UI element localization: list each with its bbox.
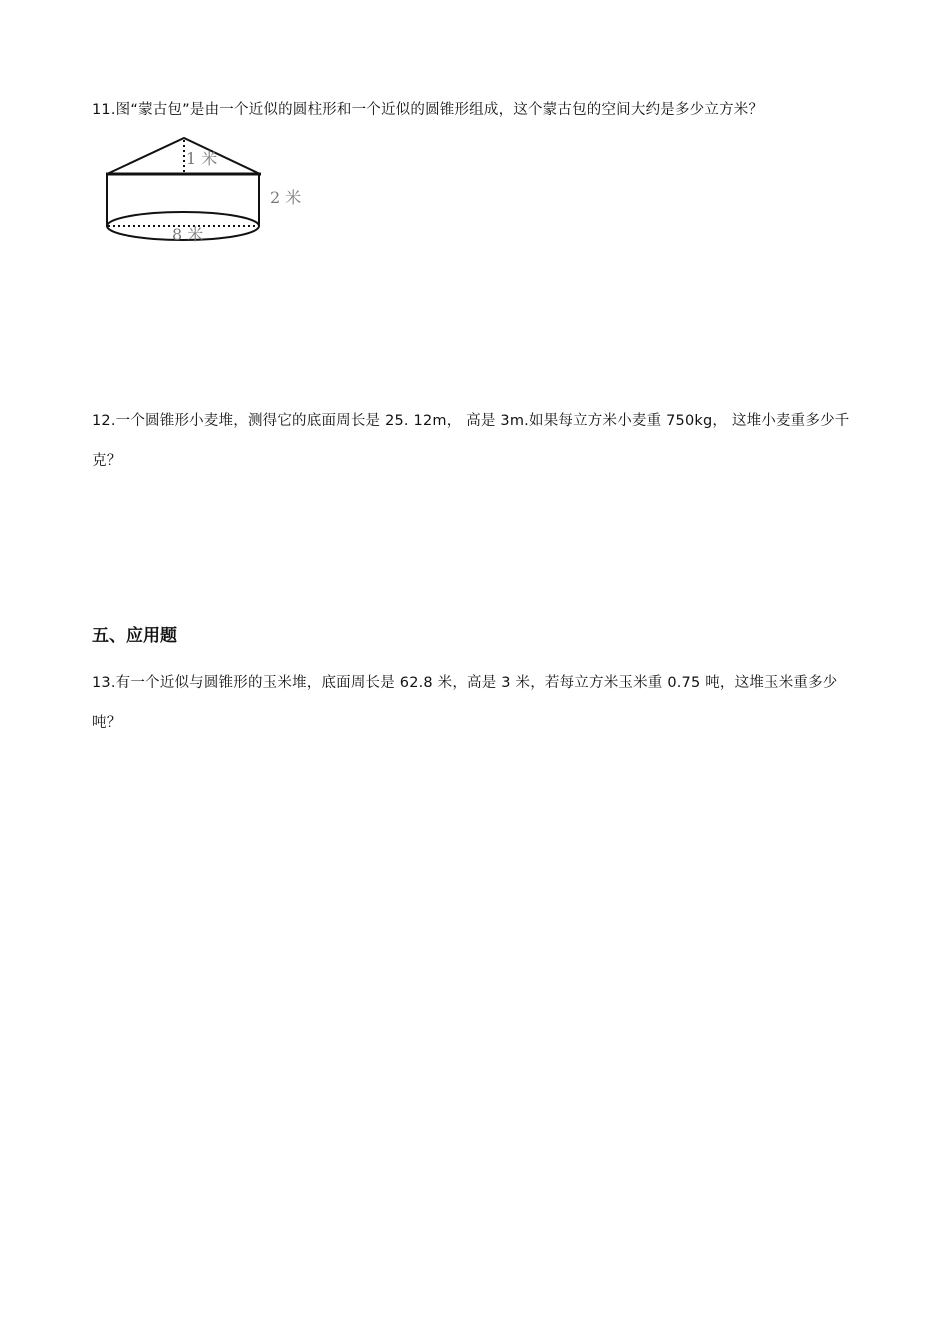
section-title-applications: 五、应用题 [92, 626, 177, 646]
question-11: 11.图“蒙古包”是由一个近似的圆柱形和一个近似的圆锥形组成，这个蒙古包的空间大约是多少立方米？ [92, 102, 764, 118]
question-13: 13.有一个近似与圆锥形的玉米堆，底面周长是 62.8 米，高是 3 米，若每立方米玉米重 0.75 吨，这堆玉米重多少吨？ [92, 675, 838, 731]
yurt-figure [100, 134, 310, 246]
cone-height-label: 1 米 [186, 149, 218, 168]
diameter-label: 8 米 [172, 225, 204, 244]
cylinder-height-label: 2 米 [270, 188, 302, 207]
question-12: 12.一个圆锥形小麦堆，测得它的底面周长是 25. 12m， 高是 3m.如果每立方米小麦重 750kg， 这堆小麦重多少千克？ [92, 413, 850, 469]
